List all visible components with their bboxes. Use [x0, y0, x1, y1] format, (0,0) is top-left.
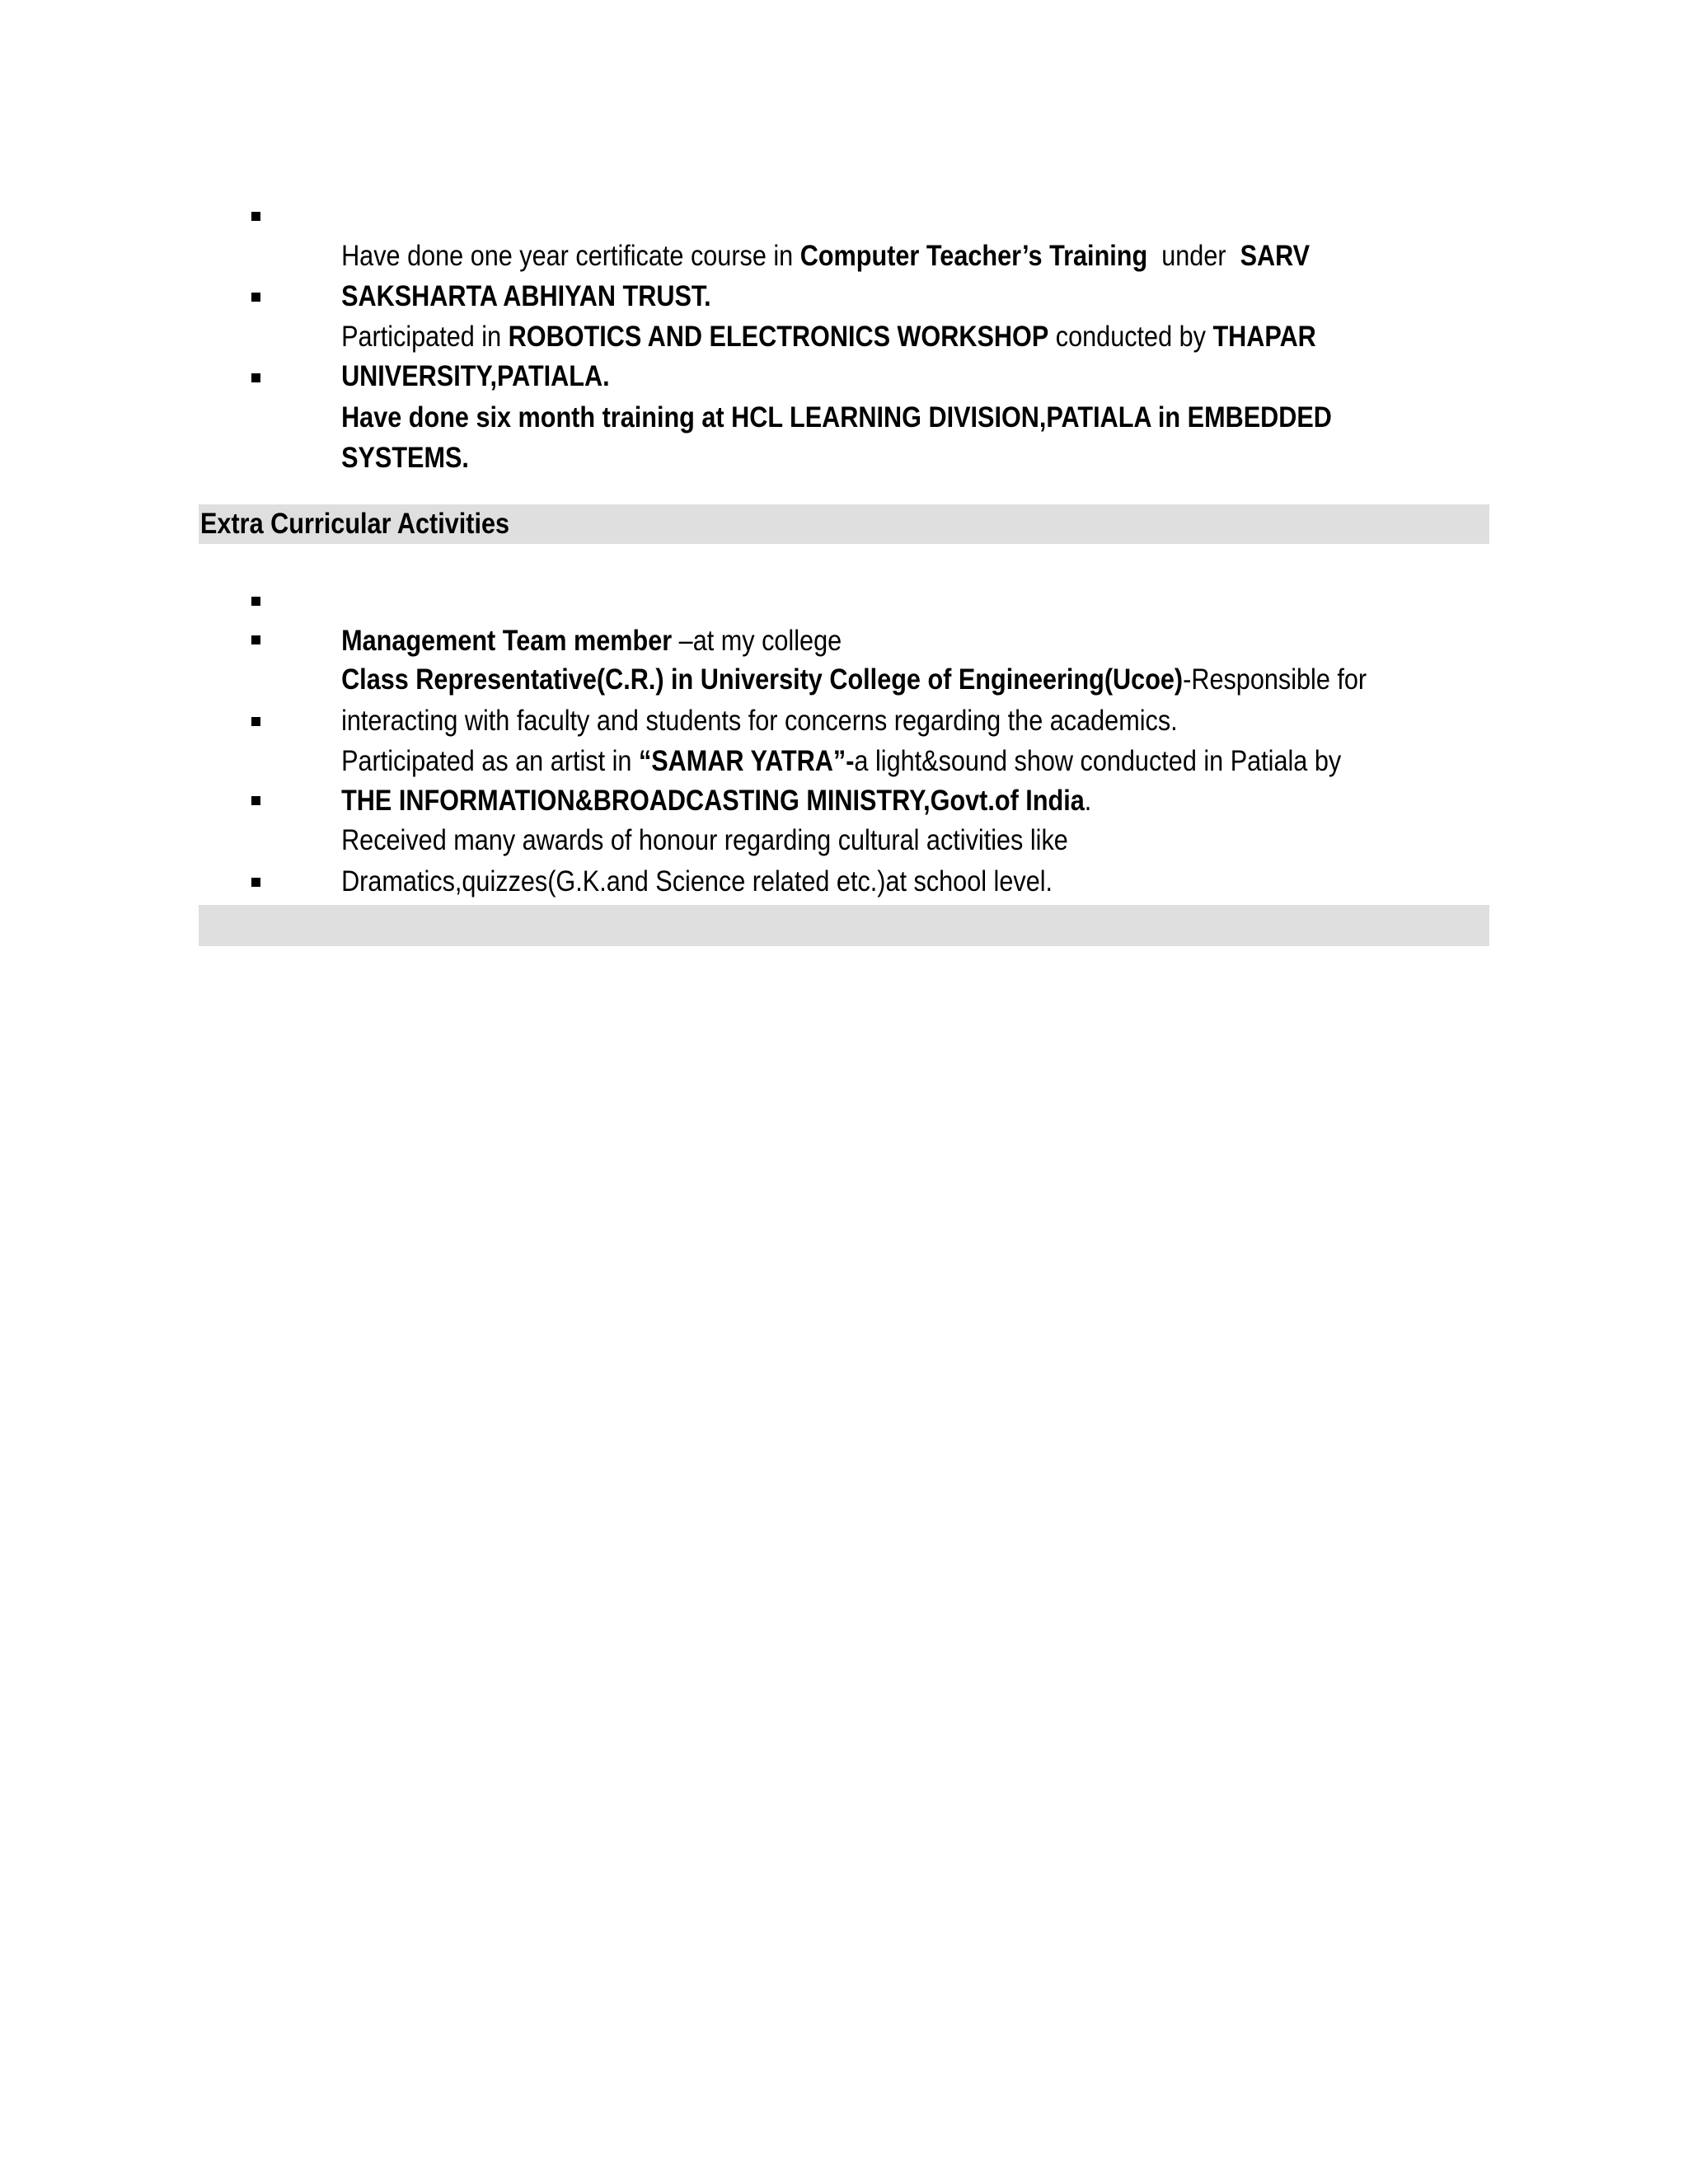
list-item-line: Have done one year certificate course in Computer Teacher’s Training under SARV	[341, 240, 1311, 272]
bullet-icon	[251, 717, 260, 726]
list-item-line: Management Team member –at my college	[341, 625, 842, 657]
list-item-line: Dramatics,quizzes(G.K.and Science related etc.)at school level.	[341, 865, 1053, 898]
bullet-icon	[251, 878, 260, 887]
section-footer-band	[199, 905, 1489, 946]
list-item-line: SAKSHARTA ABHIYAN TRUST.	[341, 280, 711, 312]
list-item-line: UNIVERSITY,PATIALA.	[341, 360, 610, 392]
list-item-line: SYSTEMS.	[341, 442, 469, 474]
list-item-line: interacting with faculty and students for concerns regarding the academics.	[341, 705, 1178, 737]
bullet-icon	[251, 373, 260, 382]
section-heading: Extra Curricular Activities	[200, 508, 510, 540]
list-item-line: THE INFORMATION&BROADCASTING MINISTRY,Govt.of India.	[341, 785, 1092, 817]
bullet-icon	[251, 293, 260, 302]
list-item-line: Participated in ROBOTICS AND ELECTRONICS WORKSHOP conducted by THAPAR	[341, 321, 1316, 353]
bullet-icon	[251, 635, 260, 644]
bullet-icon	[251, 796, 260, 805]
bullet-icon	[251, 212, 260, 221]
list-item-line: Received many awards of honour regarding cultural activities like	[341, 824, 1068, 856]
list-item-line: Participated as an artist in “SAMAR YATRA”-a light&sound show conducted in Patiala by	[341, 745, 1342, 777]
list-item-line: Class Representative(C.R.) in University College of Engineering(Ucoe)-Responsible for	[341, 663, 1367, 696]
bullet-icon	[251, 597, 260, 606]
list-item-line: Have done six month training at HCL LEARNING DIVISION,PATIALA in EMBEDDED	[341, 401, 1332, 434]
